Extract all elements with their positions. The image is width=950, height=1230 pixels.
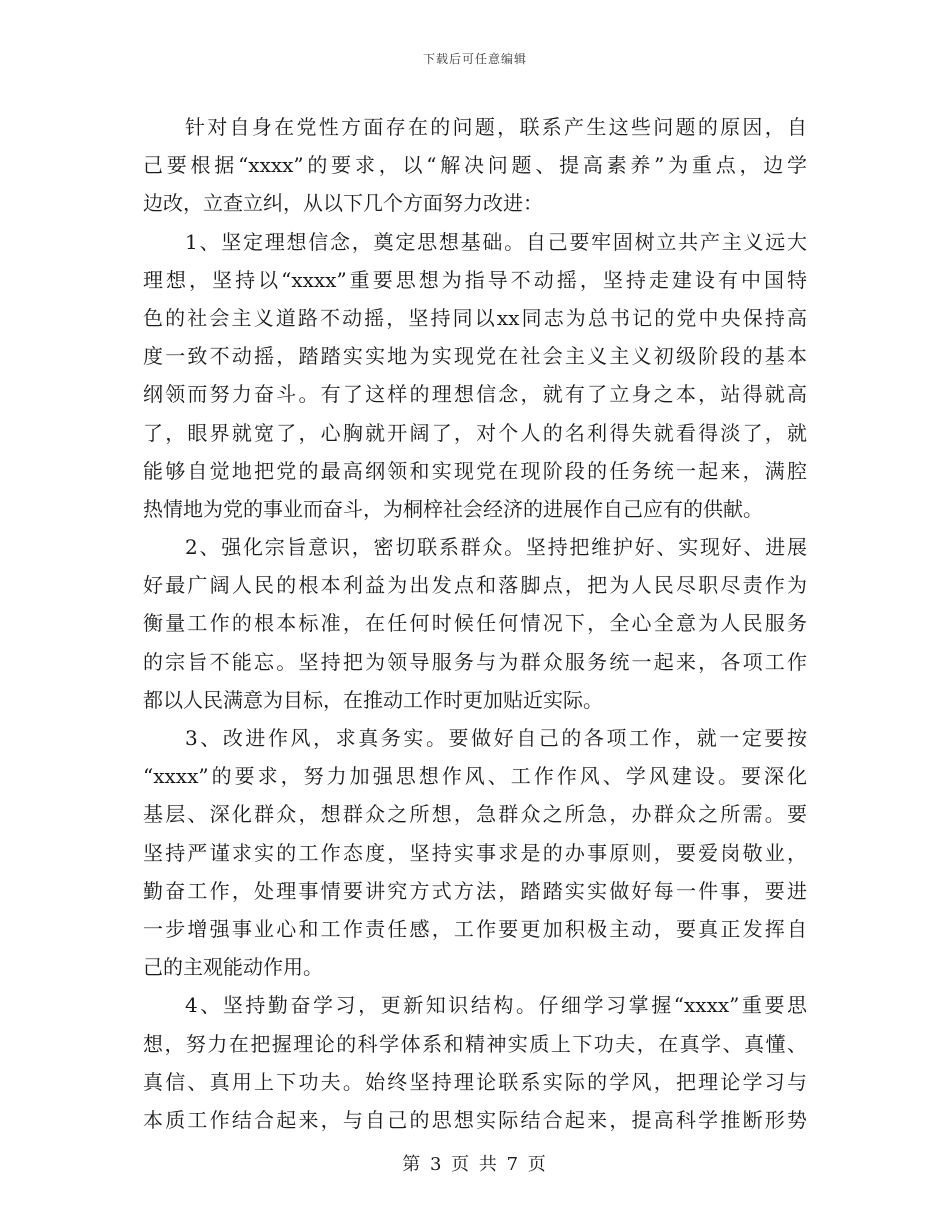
text-line: 一步增强事业心和工作责任感，工作要更加积极主动，要真正发挥自 [143, 916, 807, 941]
text-line: 4、坚持勤奋学习，更新知识结构。仔细学习掌握“xxxx”重要思 [185, 993, 807, 1018]
text-line: 想，努力在把握理论的科学体系和精神实质上下功夫，在真学、真懂、 [143, 1031, 807, 1056]
body-text [143, 108, 807, 1139]
text-line: 基层、深化群众，想群众之所想，急群众之所急，办群众之所需。要 [143, 802, 807, 827]
page-footer: 第 3 页 共 7 页 [402, 1154, 548, 1175]
text-line: 己要根据“xxxx”的要求，以“解决问题、提高素养”为重点，边学 [143, 153, 807, 178]
text-line: 了，眼界就宽了，心胸就开阔了，对个人的名利得失就看得淡了，就 [143, 420, 807, 445]
text-line: 能够自觉地把党的最高纲领和实现党在现阶段的任务统一起来，满腔 [143, 458, 807, 483]
text-line: 纲领而努力奋斗。有了这样的理想信念，就有了立身之本，站得就高 [143, 382, 807, 407]
text-line: “xxxx”的要求，努力加强思想作风、工作作风、学风建设。要深化 [143, 764, 807, 789]
text-line: 3、改进作风，求真务实。要做好自己的各项工作，就一定要按 [185, 726, 807, 750]
text-line: 理想，坚持以“xxxx”重要思想为指导不动摇，坚持走建设有中国特 [143, 267, 807, 292]
text-line: 边改，立查立纠，从以下几个方面努力改进： [143, 191, 543, 216]
text-line: 热情地为党的事业而奋斗，为桐梓社会经济的进展作自己应有的供献。 [143, 496, 763, 521]
text-line: 好最广阔人民的根本利益为出发点和落脚点，把为人民尽职尽责作为 [143, 573, 807, 598]
text-line: 度一致不动摇，踏踏实实地为实现党在社会主义主义初级阶段的基本 [143, 344, 807, 369]
text-line: 色的社会主义道路不动摇，坚持同以xx同志为总书记的党中央保持高 [143, 305, 807, 330]
text-line: 2、强化宗旨意识，密切联系群众。坚持把维护好、实现好、进展 [185, 535, 807, 560]
text-line: 本质工作结合起来，与自己的思想实际结合起来，提高科学推断形势 [143, 1107, 807, 1132]
text-line: 衡量工作的根本标准，在任何时候任何情况下，全心全意为人民服务 [143, 611, 807, 636]
text-line: 都以人民满意为目标，在推动工作时更加贴近实际。 [143, 687, 603, 712]
text-line: 坚持严谨求实的工作态度，坚持实事求是的办事原则，要爱岗敬业， [143, 840, 807, 865]
text-line: 己的主观能动作用。 [143, 955, 323, 980]
page-header-note: 下载后可任意编辑 [422, 52, 527, 66]
text-line: 的宗旨不能忘。坚持把为领导服务与为群众服务统一起来，各项工作 [143, 649, 807, 674]
text-line: 勤奋工作，处理事情要讲究方式方法，踏踏实实做好每一件事，要进 [143, 878, 807, 903]
text-line: 针对自身在党性方面存在的问题，联系产生这些问题的原因，自 [185, 115, 807, 139]
text-line: 真信、真用上下功夫。始终坚持理论联系实际的学风，把理论学习与 [143, 1069, 807, 1094]
text-line: 1、坚定理想信念，奠定思想基础。自己要牢固树立共产主义远大 [185, 229, 807, 254]
